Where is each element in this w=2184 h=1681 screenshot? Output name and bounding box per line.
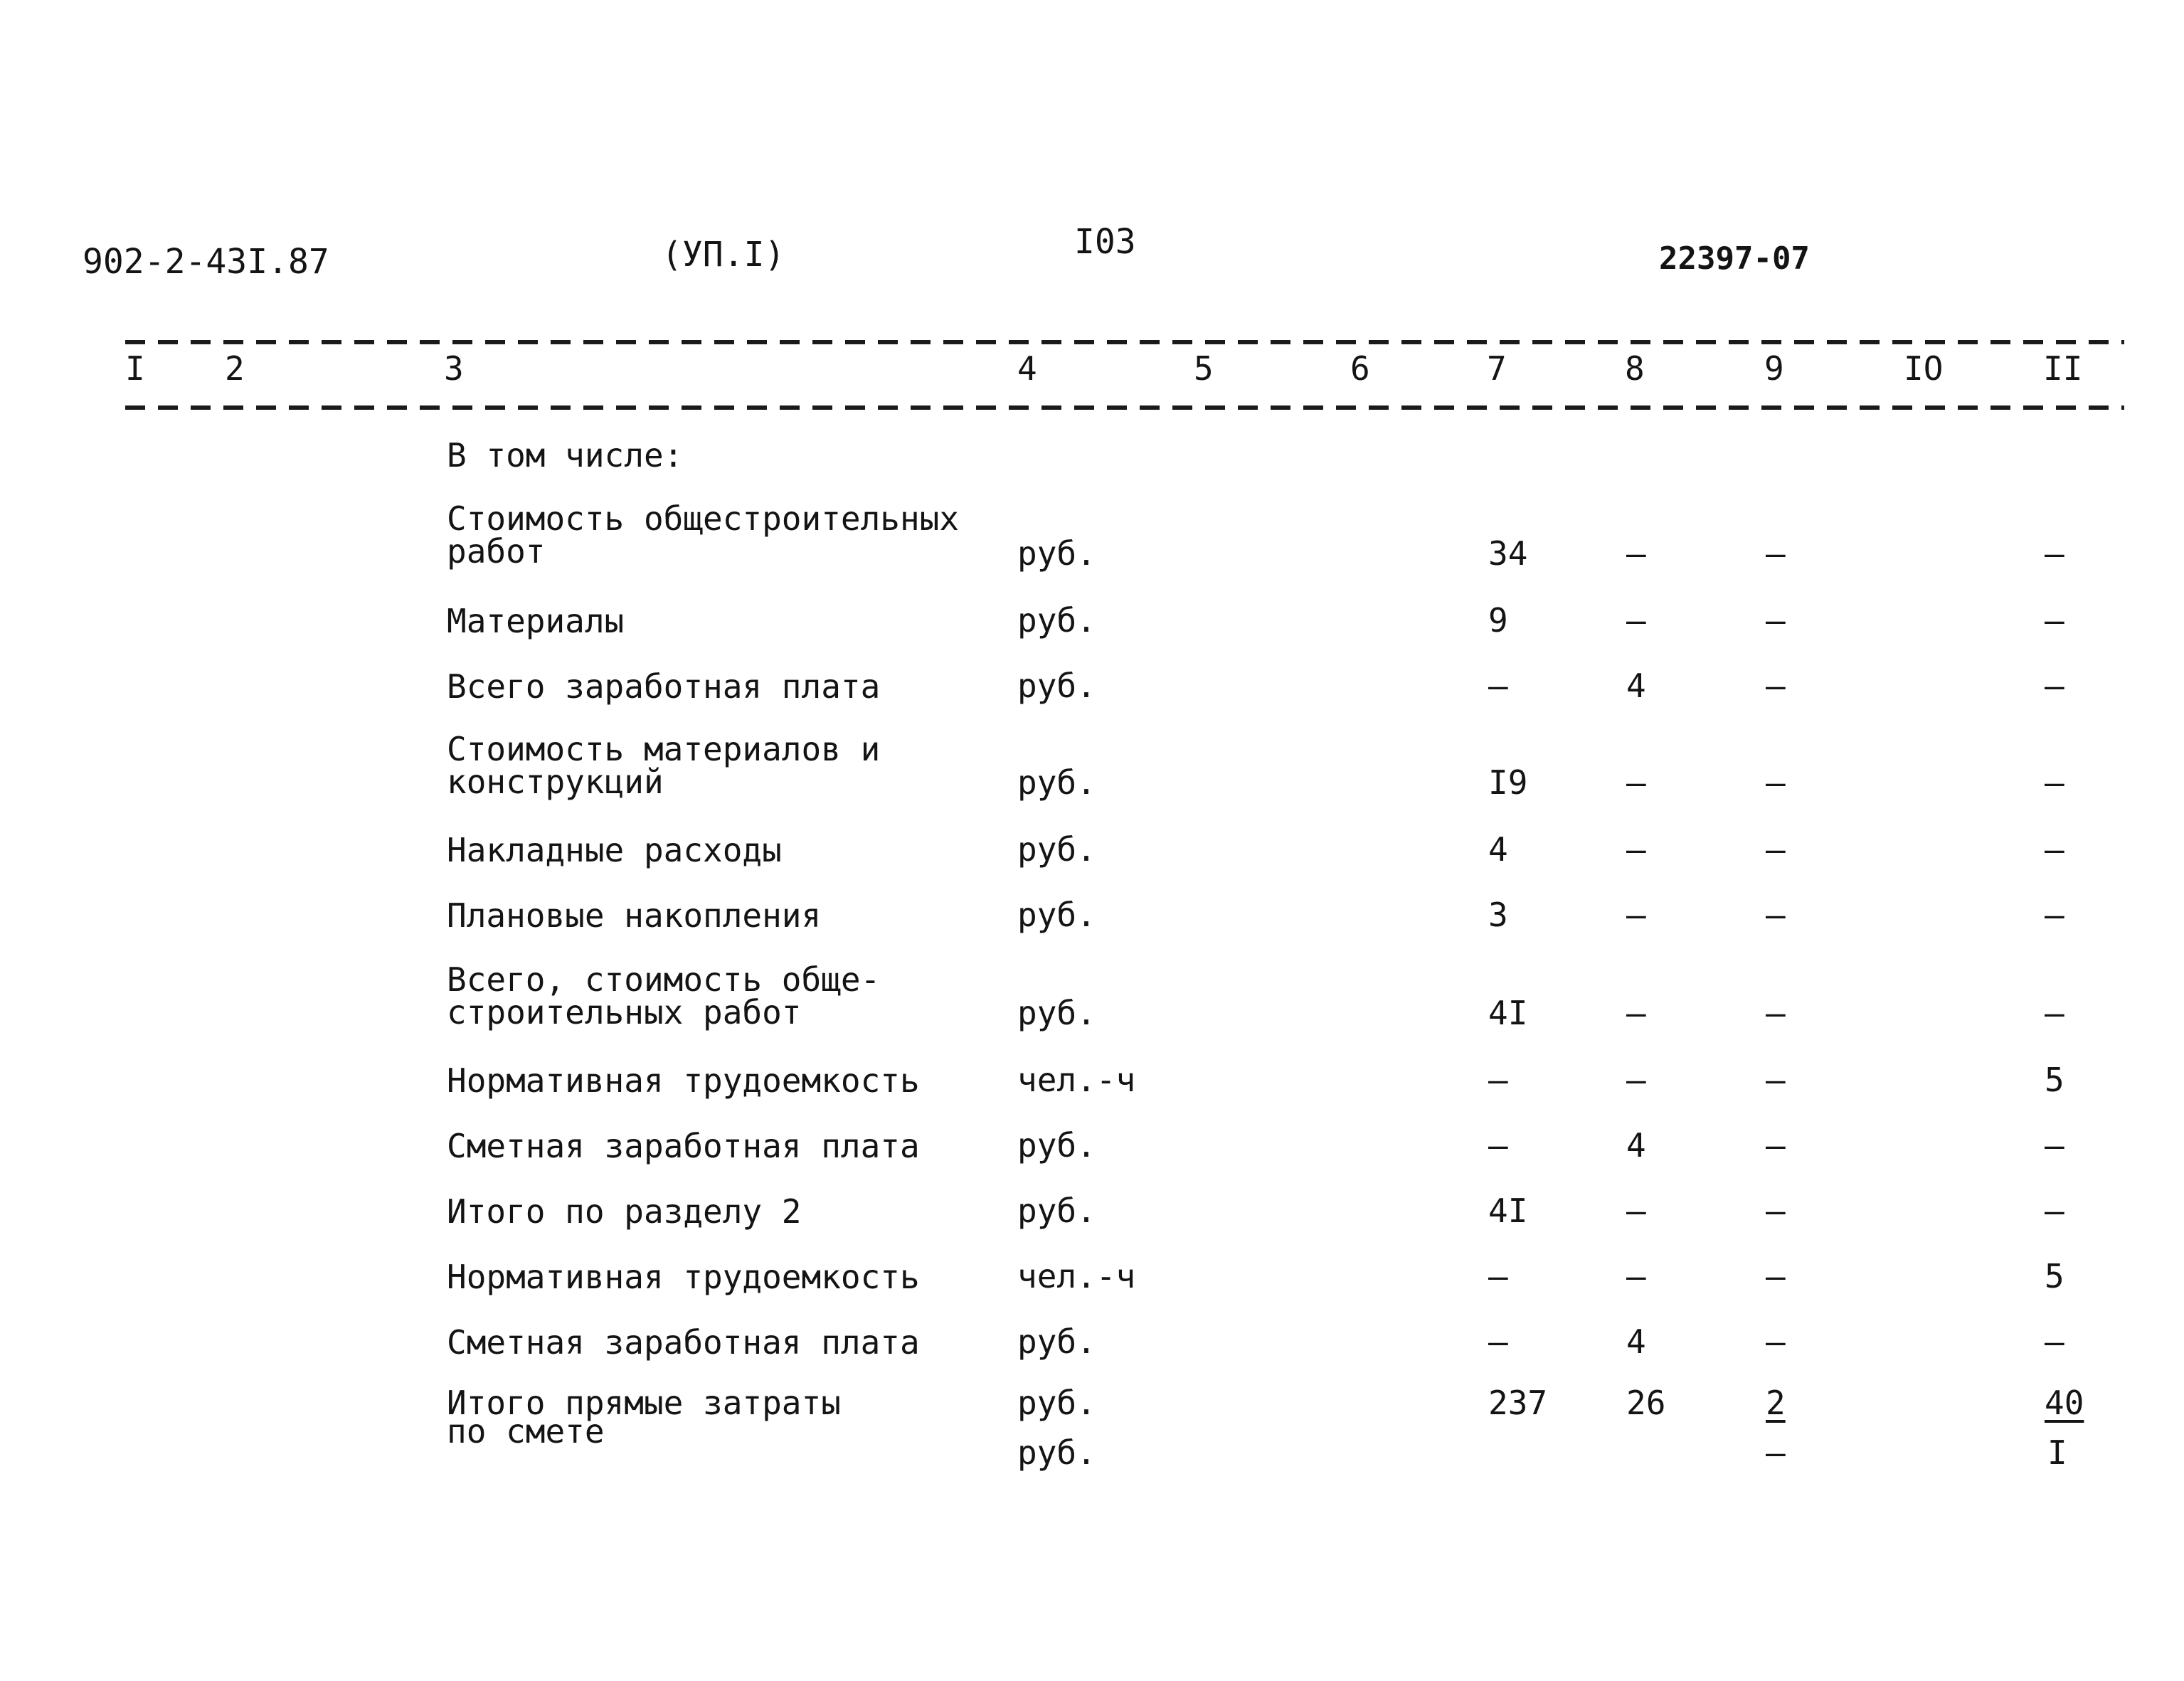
row-col7: –	[1488, 1061, 1508, 1099]
table-top-rule	[125, 340, 2124, 344]
row-col9: –	[1766, 896, 1786, 934]
row-col9: –	[1766, 994, 1786, 1032]
row-col9: –	[1766, 830, 1786, 869]
row-col11: –	[2045, 1322, 2064, 1361]
column-number-7: 7	[1487, 349, 1507, 388]
row-col9: –	[1766, 763, 1786, 802]
section-label: (УП.I)	[662, 235, 785, 275]
row-col11: –	[2045, 994, 2064, 1032]
total-col8: 26	[1626, 1384, 1666, 1422]
row-col8: –	[1626, 601, 1646, 640]
row-unit: руб.	[1017, 667, 1096, 705]
row-col8: 4	[1626, 1126, 1646, 1165]
row-description: Итого по разделу 2	[447, 1192, 802, 1231]
row-col8: –	[1626, 830, 1646, 869]
row-col9: –	[1766, 1257, 1786, 1295]
row-col7: 9	[1488, 601, 1508, 640]
row-description: Материалы	[447, 602, 625, 640]
row-description: Нормативная трудоемкость	[447, 1061, 920, 1100]
row-col7: –	[1488, 1126, 1508, 1165]
row-col11: 5	[2045, 1061, 2064, 1099]
row-description: Плановые накопления	[447, 896, 822, 935]
row-col11: –	[2045, 1192, 2064, 1230]
row-col8: –	[1626, 1192, 1646, 1230]
row-unit: руб.	[1017, 896, 1096, 934]
row-col9: –	[1766, 1192, 1786, 1230]
row-col11: –	[2045, 601, 2064, 640]
row-description: Всего, стоимость обще- строительных работ	[447, 960, 881, 1032]
row-description: Всего заработная плата	[447, 667, 881, 706]
row-unit: руб.	[1017, 994, 1096, 1032]
row-unit: руб.	[1017, 763, 1096, 802]
row-description: Нормативная трудоемкость	[447, 1258, 920, 1296]
row-col8: –	[1626, 896, 1646, 934]
row-col7: 4	[1488, 830, 1508, 869]
row-col11: –	[2045, 534, 2064, 573]
row-description: Накладные расходы	[447, 831, 782, 869]
row-col9: –	[1766, 534, 1786, 573]
column-number-2: 2	[225, 349, 245, 388]
row-description: Сметная заработная плата	[447, 1127, 920, 1165]
total-col9: 2	[1766, 1384, 1786, 1422]
row-col9: –	[1766, 601, 1786, 640]
row-unit: руб.	[1017, 1126, 1096, 1165]
row-col8: –	[1626, 1061, 1646, 1099]
row-col9: –	[1766, 1061, 1786, 1099]
row-col8: –	[1626, 763, 1646, 802]
row-col7: 3	[1488, 896, 1508, 934]
row-unit: руб.	[1017, 534, 1096, 573]
row-unit: руб.	[1017, 830, 1096, 869]
total-sub-col9: –	[1766, 1433, 1786, 1472]
total-col7: 237	[1488, 1384, 1548, 1422]
column-number-10: IO	[1904, 349, 1944, 388]
page-number: I03	[1074, 222, 1136, 262]
row-description: Стоимость материалов и конструкций	[447, 730, 881, 801]
doc-code: 902-2-43I.87	[83, 242, 329, 282]
column-number-1: I	[125, 349, 145, 388]
row-col9: –	[1766, 1126, 1786, 1165]
row-col7: 4I	[1488, 1192, 1528, 1230]
section-heading: В том числе:	[447, 436, 684, 474]
row-unit: руб.	[1017, 601, 1096, 640]
column-number-11: II	[2043, 349, 2083, 388]
total-description: Итого прямые затраты по смете	[447, 1384, 841, 1451]
total-sub-col11: I	[2047, 1433, 2067, 1472]
row-unit: руб.	[1017, 1322, 1096, 1361]
column-number-3: 3	[444, 349, 464, 388]
row-col8: –	[1626, 534, 1646, 573]
row-col9: –	[1766, 1322, 1786, 1361]
table-header-bottom-rule	[125, 405, 2124, 410]
row-col7: –	[1488, 667, 1508, 705]
column-number-8: 8	[1625, 349, 1645, 388]
row-col8: 4	[1626, 667, 1646, 705]
row-col8: 4	[1626, 1322, 1646, 1361]
row-description: Сметная заработная плата	[447, 1323, 920, 1362]
row-col11: –	[2045, 1126, 2064, 1165]
row-col11: –	[2045, 763, 2064, 802]
row-unit: чел.-ч	[1017, 1061, 1136, 1099]
row-col7: –	[1488, 1257, 1508, 1295]
column-number-4: 4	[1017, 349, 1037, 388]
row-col7: I9	[1488, 763, 1528, 802]
column-number-5: 5	[1194, 349, 1214, 388]
row-col9: –	[1766, 667, 1786, 705]
row-col11: –	[2045, 667, 2064, 705]
total-unit: руб.	[1017, 1384, 1096, 1422]
column-number-6: 6	[1350, 349, 1370, 388]
row-col8: –	[1626, 994, 1646, 1032]
row-description: Стоимость общестроительных работ	[447, 499, 960, 571]
row-col7: 34	[1488, 534, 1528, 573]
row-col11: 5	[2045, 1257, 2064, 1295]
sheet-code: 22397-07	[1659, 240, 1810, 277]
row-col8: –	[1626, 1257, 1646, 1295]
total-col11: 40	[2045, 1384, 2084, 1422]
row-col11: –	[2045, 896, 2064, 934]
row-unit: чел.-ч	[1017, 1257, 1136, 1295]
row-col11: –	[2045, 830, 2064, 869]
row-col7: –	[1488, 1322, 1508, 1361]
row-col7: 4I	[1488, 994, 1528, 1032]
row-unit: руб.	[1017, 1192, 1096, 1230]
column-number-9: 9	[1764, 349, 1784, 388]
total-sub-unit: руб.	[1017, 1433, 1096, 1472]
